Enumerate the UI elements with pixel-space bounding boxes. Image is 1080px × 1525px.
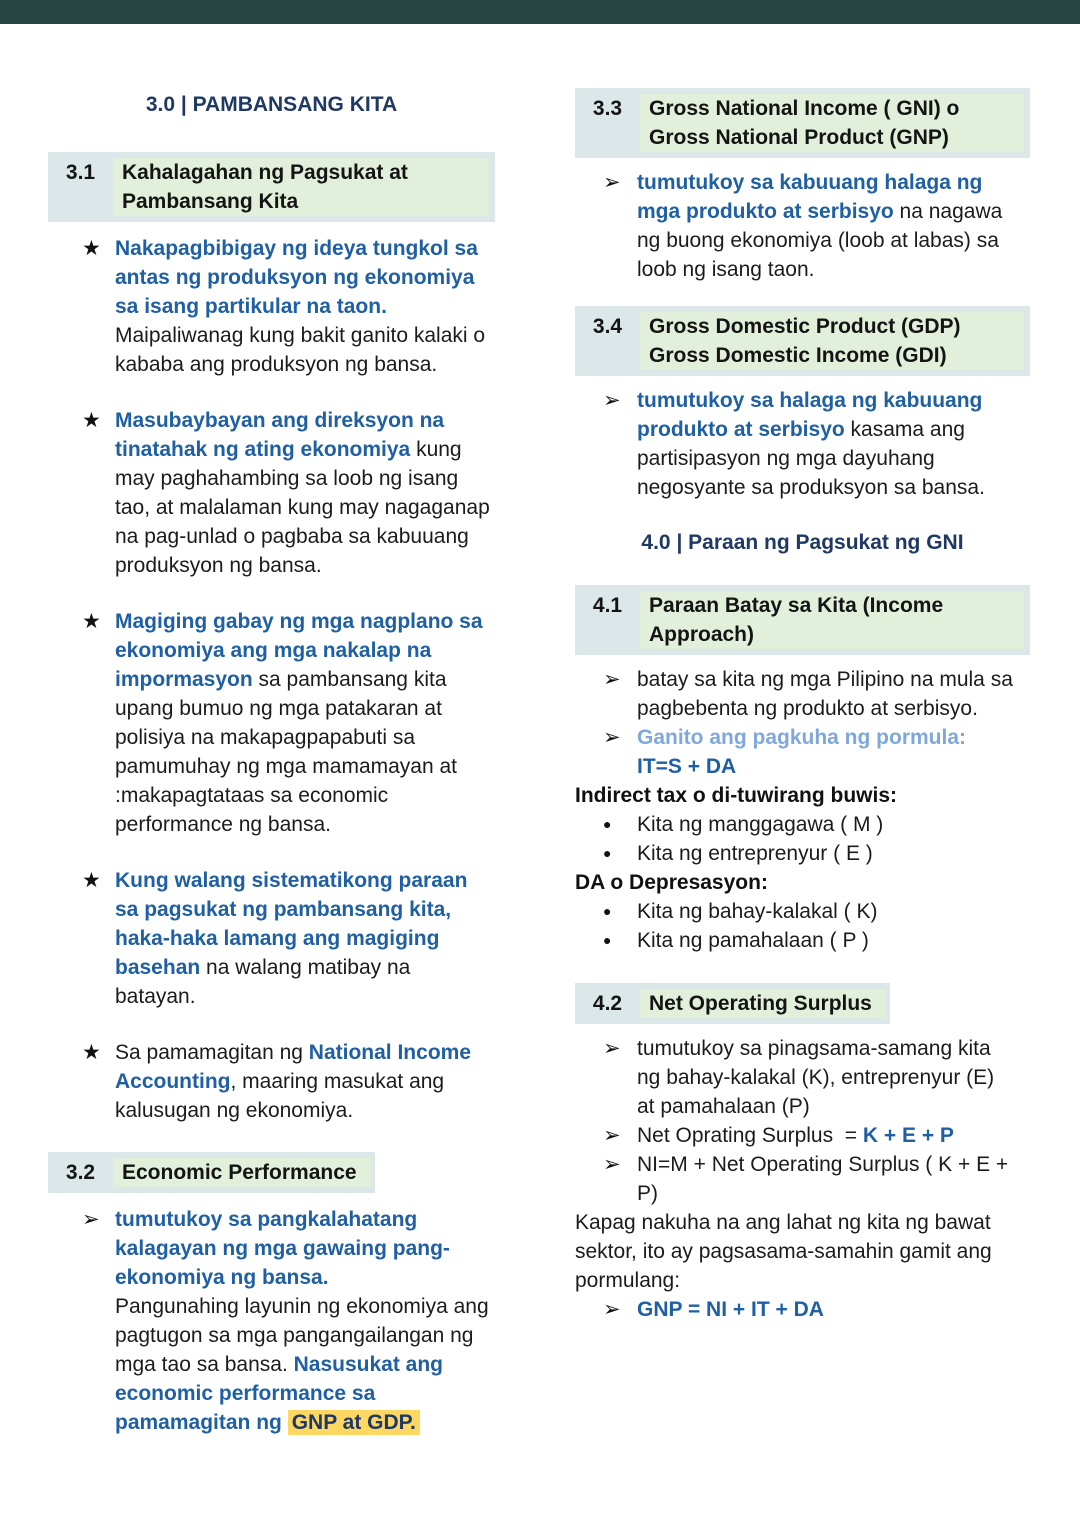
text-segment: tumutukoy sa halaga ng kabuuang produkto at serbisyo (637, 389, 989, 441)
arrow-item (575, 665, 1030, 723)
star-item (48, 1038, 495, 1125)
section-header (48, 1152, 375, 1193)
section-number: 3.2 (65, 1161, 96, 1184)
text-segment: , maaring masukat ang kalusugan ng ekonomiya. (115, 1070, 450, 1122)
arrow-bullet-icon: ➢ (82, 1208, 100, 1231)
arrow-bullet-icon: ➢ (603, 668, 621, 691)
text-segment: Kung walang sistematikong paraan sa pagsukat ng pambansang kita, haka-haka lamang ang magiging basehan (115, 869, 474, 979)
arrow-bullet-icon: ➢ (603, 1298, 621, 1321)
arrow-item (575, 1034, 1030, 1121)
text-segment: DA o Depresasyon: (575, 871, 768, 894)
text-segment: Nakapagbibigay ng ideya tungkol sa antas ng produksyon ng ekonomiya sa isang partikular na taon. (115, 237, 484, 318)
text-segment: NI=M + Net Operating Surplus ( K + E + P) (637, 1153, 1015, 1205)
text-segment: batay sa kita ng mga Pilipino na mula sa pagbebenta ng produkto at serbisyo. (637, 668, 1019, 720)
text-segment: IT=S + DA (637, 755, 737, 778)
top-bar (0, 0, 1080, 24)
arrow-item (575, 1295, 1030, 1324)
paragraph (575, 868, 1030, 897)
text-segment: National Income Accounting (115, 1041, 477, 1093)
section-heading: Net Operating Surplus (640, 989, 886, 1018)
star-bullet-icon: ★ (82, 1041, 101, 1064)
text-segment: Net Oprating Surplus = (637, 1124, 863, 1147)
section-header (575, 88, 1030, 158)
arrow-bullet-icon: ➢ (603, 1124, 621, 1147)
arrow-bullet-icon: ➢ (603, 1153, 621, 1176)
text-segment: Indirect tax o di-tuwirang buwis: (575, 784, 898, 807)
text-segment: tumutukoy sa kabuuang halaga ng mga produkto at serbisyo (637, 171, 989, 223)
dot-item (575, 839, 1030, 868)
star-item (48, 406, 495, 580)
doc-title: 4.0 | Paraan ng Pagsukat ng GNI (641, 531, 964, 554)
text-segment: tumutukoy sa pangkalahatang kalagayan ng mga gawaing pang-ekonomiya ng bansa. (115, 1208, 450, 1289)
dot-bullet-icon: ● (603, 932, 612, 948)
left-column (48, 88, 495, 1437)
text-segment: Masubaybayan ang direksyon na tinatahak ng ating ekonomiya (115, 409, 450, 461)
star-bullet-icon: ★ (82, 869, 101, 892)
text-segment: kung may paghahambing sa loob ng isang tao, at malalaman kung may nagaganap na pag-unlad o pagbaba sa kabuuang produksyon ng bansa. (115, 438, 496, 577)
text-segment: na nagawa ng buong ekonomiya (loob at labas) sa loob ng isang taon. (637, 200, 1009, 281)
paragraph (575, 1208, 1030, 1295)
arrow-item (575, 1121, 1030, 1150)
dot-bullet-icon: ● (603, 903, 612, 919)
text-segment: Kapag nakuha na ang lahat ng kita ng bawat sektor, ito ay pagsasama-samahin gamit ang pormulang: (575, 1211, 998, 1292)
star-item (48, 234, 495, 379)
text-segment: GNP = NI + IT + DA (637, 1298, 824, 1321)
dot-bullet-icon: ● (603, 816, 612, 832)
text-segment: Kita ng pamahalaan ( P ) (637, 929, 869, 952)
section-number: 4.1 (592, 594, 623, 617)
paragraph (575, 781, 1030, 810)
text-segment: Ganito ang pagkuha ng pormula: (637, 726, 967, 749)
text-segment: Kita ng bahay-kalakal ( K) (637, 900, 878, 923)
arrow-bullet-icon: ➢ (603, 389, 621, 412)
arrow-bullet-icon: ➢ (603, 726, 621, 749)
doc-title: 3.0 | PAMBANSANG KITA (145, 93, 398, 116)
text-segment: Kita ng entreprenyur ( E ) (637, 842, 873, 865)
text-segment: Magiging gabay ng mga nagplano sa ekonomiya ang mga nakalap na impormasyon (115, 610, 489, 691)
star-item (48, 607, 495, 839)
dot-bullet-icon: ● (603, 845, 612, 861)
section-number: 4.2 (592, 992, 623, 1015)
section-number: 3.1 (65, 161, 96, 184)
text-segment: Pangunahing layunin ng ekonomiya ang pagtugon sa mga pangangailangan ng mga tao sa bansa. (115, 1295, 495, 1376)
star-item (48, 866, 495, 1011)
section-heading: Economic Performance (113, 1158, 371, 1187)
section-header (575, 585, 1030, 655)
dot-item (575, 926, 1030, 955)
star-bullet-icon: ★ (82, 237, 101, 260)
text-segment: Maipaliwanag kung bakit ganito kalaki o kababa ang produksyon ng bansa. (115, 324, 491, 376)
text-segment: tumutukoy sa pinagsama-samang kita ng bahay-kalakal (K), entreprenyur (E) at pamahalaan (P) (637, 1037, 1001, 1118)
section-header (575, 983, 890, 1024)
arrow-bullet-icon: ➢ (603, 1037, 621, 1060)
text-segment: sa pambansang kita upang bumuo ng mga patakaran at polisiya na makapagpapabuti sa pamumuhay ng mga mamamayan at :makapagtataas sa economic performance ng bansa. (115, 668, 463, 836)
arrow-item (575, 1150, 1030, 1208)
star-bullet-icon: ★ (82, 610, 101, 633)
star-bullet-icon: ★ (82, 409, 101, 432)
text-segment: Sa pamamagitan ng (115, 1041, 309, 1064)
section-heading: Kahalagahan ng Pagsukat at Pambansang Kita (113, 158, 489, 216)
section-heading: Gross National Income ( GNI) o Gross National Product (GNP) (640, 94, 1024, 152)
text-segment: na walang matibay na batayan. (115, 956, 417, 1008)
section-number: 3.3 (592, 97, 623, 120)
text-segment: Nasusukat ang economic performance sa pamamagitan ng (115, 1353, 449, 1434)
right-column (575, 88, 1030, 1324)
section-heading: Paraan Batay sa Kita (Income Approach) (640, 591, 1024, 649)
dot-item (575, 897, 1030, 926)
section-header (575, 306, 1030, 376)
text-segment: kasama ang partisipasyon ng mga dayuhang negosyante sa produksyon sa bansa. (637, 418, 985, 499)
arrow-item (575, 168, 1030, 284)
text-segment: Kita ng manggagawa ( M ) (637, 813, 884, 836)
section-header (48, 152, 495, 222)
dot-item (575, 810, 1030, 839)
arrow-item (48, 1205, 495, 1437)
arrow-bullet-icon: ➢ (603, 171, 621, 194)
arrow-item (575, 386, 1030, 502)
highlighted-text: GNP at GDP. (288, 1410, 420, 1435)
section-number: 3.4 (592, 315, 623, 338)
text-segment: K + E + P (862, 1124, 954, 1147)
section-heading: Gross Domestic Product (GDP) Gross Domestic Income (GDI) (640, 312, 1024, 370)
arrow-item (575, 723, 1030, 781)
